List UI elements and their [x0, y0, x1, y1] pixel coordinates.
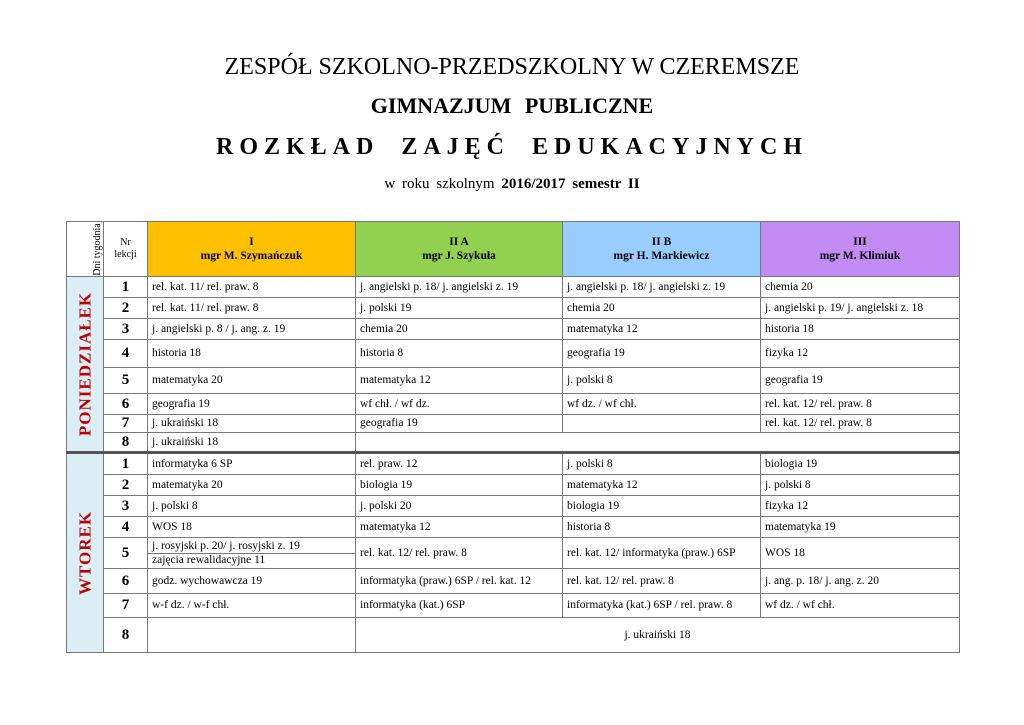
schedule-cell: rel. kat. 11/ rel. praw. 8 — [148, 277, 356, 298]
schedule-cell: rel. kat. 12/ informatyka (praw.) 6SP — [563, 538, 761, 569]
schedule-cell: rel. kat. 12/ rel. praw. 8 — [356, 538, 563, 569]
class-name: II B — [651, 236, 672, 248]
table-row — [67, 517, 960, 538]
cell-line: j. rosyjski p. 20/ j. rosyjski z. 19 — [148, 540, 355, 554]
schedule-cell: matematyka 19 — [761, 517, 960, 538]
table-row — [67, 319, 960, 340]
table-row — [67, 368, 960, 394]
table-row — [67, 277, 960, 298]
school-year-prefix: w roku szkolnym — [384, 176, 495, 192]
class-header-iia — [356, 222, 563, 277]
table-row — [67, 538, 960, 569]
table-row — [67, 298, 960, 319]
class-teacher: mgr J. Szykuła — [422, 250, 496, 262]
lesson-number: 5 — [104, 368, 148, 394]
schedule-cell: WOS 18 — [148, 517, 356, 538]
schedule-cell — [356, 433, 960, 453]
schedule-cell: historia 8 — [356, 340, 563, 368]
schedule-cell: j. polski 8 — [148, 496, 356, 517]
class-header-i — [148, 222, 356, 277]
school-name: ZESPÓŁ SZKOLNO-PRZEDSZKOLNY W CZEREMSZE — [224, 54, 800, 80]
schedule-cell: j. polski 8 — [761, 475, 960, 496]
schedule-cell: rel. kat. 11/ rel. praw. 8 — [148, 298, 356, 319]
schedule-table — [66, 221, 960, 653]
schedule-cell: j. polski 8 — [563, 453, 761, 475]
lesson-number: 2 — [104, 298, 148, 319]
header-row — [67, 222, 960, 277]
lesson-number: 2 — [104, 475, 148, 496]
schedule-cell: j. angielski p. 19/ j. angielski z. 18 — [761, 298, 960, 319]
table-row — [67, 475, 960, 496]
schedule-cell: informatyka 6 SP — [148, 453, 356, 475]
schedule-cell: informatyka (praw.) 6SP / rel. kat. 12 — [356, 569, 563, 594]
lesson-number: 8 — [104, 618, 148, 653]
schedule-cell: historia 18 — [761, 319, 960, 340]
table-row — [67, 415, 960, 433]
table-row — [67, 340, 960, 368]
schedule-cell: matematyka 20 — [148, 368, 356, 394]
schedule-cell: biologia 19 — [563, 496, 761, 517]
table-row — [67, 453, 960, 475]
schedule-cell: matematyka 12 — [563, 475, 761, 496]
cell-line-extra: zajęcia rewalidacyjne 11 — [152, 553, 266, 566]
schedule-cell: fizyka 12 — [761, 496, 960, 517]
schedule-title: ROZKŁAD ZAJĘĆ EDUKACYJNYCH — [215, 134, 809, 160]
class-header-iii — [761, 222, 960, 277]
lesson-number: 6 — [104, 394, 148, 415]
schedule-cell: wf dz. / wf chł. — [761, 594, 960, 618]
school-year — [0, 176, 1024, 193]
class-name: II A — [449, 236, 469, 248]
schedule-cell: historia 8 — [563, 517, 761, 538]
lesson-number-header — [104, 222, 148, 277]
schedule-cell: geografia 19 — [148, 394, 356, 415]
schedule-cell: rel. kat. 12/ rel. praw. 8 — [563, 569, 761, 594]
lesson-number: 1 — [104, 277, 148, 298]
schedule-cell: j. polski 8 — [563, 368, 761, 394]
table-row — [67, 496, 960, 517]
schedule-cell — [148, 618, 356, 653]
lesson-number-label: Nr lekcji — [114, 237, 137, 260]
schedule-cell: chemia 20 — [356, 319, 563, 340]
schedule-cell: wf chł. / wf dz. — [356, 394, 563, 415]
schedule-cell: matematyka 12 — [563, 319, 761, 340]
lesson-number: 3 — [104, 319, 148, 340]
schedule-cell: j. angielski p. 18/ j. angielski z. 19 — [356, 277, 563, 298]
schedule-cell: biologia 19 — [761, 453, 960, 475]
schedule-cell: matematyka 12 — [356, 368, 563, 394]
schedule-cell: informatyka (kat.) 6SP / rel. praw. 8 — [563, 594, 761, 618]
schedule-cell: biologia 19 — [356, 475, 563, 496]
schedule-cell: informatyka (kat.) 6SP — [356, 594, 563, 618]
schedule-cell: fizyka 12 — [761, 340, 960, 368]
lesson-number: 7 — [104, 415, 148, 433]
table-row — [67, 433, 960, 453]
schedule-cell: geografia 19 — [563, 340, 761, 368]
schedule-cell: j. angielski p. 8 / j. ang. z. 19 — [148, 319, 356, 340]
schedule-cell: chemia 20 — [761, 277, 960, 298]
schedule-cell — [563, 415, 761, 433]
schedule-cell: rel. kat. 12/ rel. praw. 8 — [761, 415, 960, 433]
schedule-cell: w-f dz. / w-f chł. — [148, 594, 356, 618]
schedule-cell: geografia 19 — [356, 415, 563, 433]
class-name: III — [853, 236, 867, 248]
days-column-header — [67, 222, 104, 277]
schedule-cell: rel. praw. 12 — [356, 453, 563, 475]
schedule-cell: rel. kat. 12/ rel. praw. 8 — [761, 394, 960, 415]
day-label: PONIEDZIAŁEK — [75, 291, 95, 437]
class-teacher: mgr M. Klimiuk — [819, 250, 901, 262]
schedule-cell: j. angielski p. 18/ j. angielski z. 19 — [563, 277, 761, 298]
schedule-cell: chemia 20 — [563, 298, 761, 319]
lesson-number: 4 — [104, 340, 148, 368]
schedule-cell: j. ang. p. 18/ j. ang. z. 20 — [761, 569, 960, 594]
schedule-cell: geografia 19 — [761, 368, 960, 394]
lesson-number: 3 — [104, 496, 148, 517]
day-cell — [67, 453, 104, 653]
schedule-cell: j. polski 20 — [356, 496, 563, 517]
schedule-cell: WOS 18 — [761, 538, 960, 569]
class-name: I — [249, 236, 254, 248]
day-label: WTOREK — [75, 510, 95, 596]
day-cell — [67, 277, 104, 453]
schedule-cell: godz. wychowawcza 19 — [148, 569, 356, 594]
table-row — [67, 618, 960, 653]
lesson-number: 4 — [104, 517, 148, 538]
class-teacher: mgr H. Markiewicz — [613, 250, 710, 262]
gymnasium-title: GIMNAZJUM PUBLICZNE — [370, 93, 654, 118]
schedule-cell: j. ukraiński 18 — [148, 433, 356, 453]
lesson-number: 8 — [104, 433, 148, 453]
schedule-cell: wf dz. / wf chł. — [563, 394, 761, 415]
school-year-value: 2016/2017 semestr II — [501, 176, 640, 192]
days-column-label: Dni tygodnia — [91, 223, 103, 276]
schedule-cell: j. ukraiński 18 — [148, 415, 356, 433]
lesson-number: 5 — [104, 538, 148, 569]
schedule-cell: historia 18 — [148, 340, 356, 368]
lesson-number: 1 — [104, 453, 148, 475]
lesson-number: 6 — [104, 569, 148, 594]
schedule-body — [67, 277, 960, 653]
schedule-cell: j. polski 19 — [356, 298, 563, 319]
class-teacher: mgr M. Szymańczuk — [200, 250, 303, 262]
table-row — [67, 594, 960, 618]
schedule-cell: matematyka 12 — [356, 517, 563, 538]
table-row — [67, 569, 960, 594]
table-row — [67, 394, 960, 415]
schedule-cell: j. ukraiński 18 — [356, 618, 960, 653]
class-header-iib — [563, 222, 761, 277]
schedule-cell: matematyka 20 — [148, 475, 356, 496]
lesson-number: 7 — [104, 594, 148, 618]
schedule-cell — [148, 538, 356, 569]
